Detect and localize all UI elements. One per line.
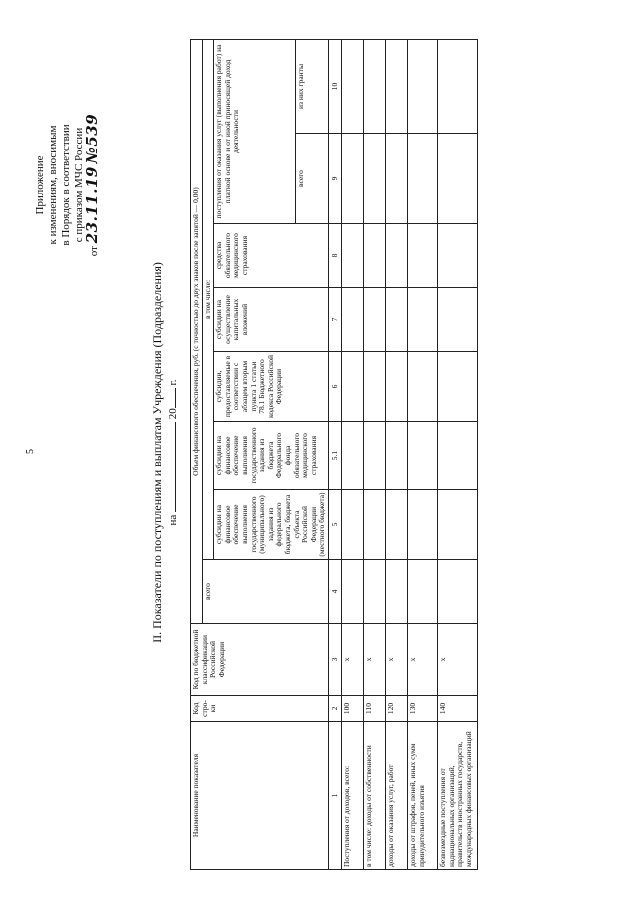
header-name: Наименование показателя (191, 722, 329, 870)
header-volume: Объем финансового обеспечения, руб. (с точностью до двух знаков после запятой — 0,00) (191, 40, 203, 624)
row-name: в том числе: доходы от собственности (363, 722, 385, 870)
header-col-5: субсидии на финансовое обеспечение выполнения государственного (муниципального) задания из федерального бюджета, бюджета субъекта Российской Федерации (местного бюджета) (214, 490, 329, 560)
header-col-5-1: субсидии на финансовое обеспечение выполнения государственного задания из бюджета Федерального фонда обязательного медицинского страхования (214, 422, 329, 490)
col-number: 3 (328, 624, 341, 696)
col-number: 4 (328, 560, 341, 624)
subtitle-suffix: г. (167, 379, 179, 386)
header-col-10: из них гранты (295, 40, 328, 134)
appendix-line-2: к изменениям, вносимым (47, 125, 59, 245)
header-including: в том числе: (202, 40, 214, 560)
header-col-9: всего (295, 134, 328, 224)
year-blank (166, 388, 176, 408)
appendix-line-5 (83, 50, 101, 320)
col-number: 5 (328, 490, 341, 560)
col-number: 6 (328, 352, 341, 422)
row-code: 100 (341, 696, 363, 722)
handwritten-date: 23.11.19 (83, 166, 101, 244)
table-row (341, 40, 363, 870)
row-budget-code: x (341, 624, 363, 696)
row-name: доходы от штрафов, пеней, иных сумм принудительного изъятия (407, 722, 437, 870)
appendix-block (34, 50, 101, 320)
header-col-9-group: поступления от оказания услуг (выполнения работ) на платной основе и от иной приносящей доход деятельности (214, 40, 296, 224)
rotated-sheet (20, 20, 620, 885)
col-number: 8 (328, 224, 341, 288)
page-number: 5 (25, 449, 36, 454)
header-code: Код стро-ки (191, 696, 329, 722)
section-title: II. Показатели по поступлениям и выплатам Учреждения (Подразделения) (150, 262, 164, 643)
subtitle-prefix: на (167, 514, 179, 526)
col-number: 7 (328, 288, 341, 352)
row-budget-code: x (407, 624, 437, 696)
appendix-line-3: в Порядок в соответствии (60, 124, 72, 246)
col-number: 9 (328, 134, 341, 224)
col-number: 10 (328, 40, 341, 134)
row-budget-code: x (385, 624, 407, 696)
header-col-7: субсидии на осуществление капитальных вложений (214, 288, 329, 352)
section-subtitle (166, 20, 179, 885)
col-number: 5.1 (328, 422, 341, 490)
subtitle-year: 20 (167, 408, 179, 420)
row-code: 110 (363, 696, 385, 722)
row-budget-code: x (363, 624, 385, 696)
appendix-date-prefix: от (88, 246, 100, 257)
table-row (363, 40, 385, 870)
table-row (407, 40, 437, 870)
indicators-table (190, 39, 478, 870)
col-number: 2 (328, 696, 341, 722)
col-number: 1 (328, 722, 341, 870)
handwritten-number: №539 (83, 113, 101, 164)
row-name: доходы от оказания услуг, работ (385, 722, 407, 870)
header-budget-code: Код по бюджетной классификации Российской Федерации (191, 624, 329, 696)
table-row (385, 40, 407, 870)
row-name: Поступления от доходов, всего: (341, 722, 363, 870)
column-numbers-row (328, 40, 341, 870)
row-code: 120 (385, 696, 407, 722)
row-code: 140 (437, 696, 477, 722)
table-row (437, 40, 477, 870)
date-blank (166, 422, 176, 512)
header-col-6: субсидии, предоставляемые в соответствии с абзацем вторым пункта 1 статьи 78.1 Бюджетного кодекса Российской Федерации (214, 352, 329, 422)
appendix-line-1: Приложение (34, 155, 46, 215)
row-budget-code: x (437, 624, 477, 696)
row-name: безвозмездные поступления от наднациональных организаций, правительств иностранных государств, международных финансовых организаций (437, 722, 477, 870)
header-col-8: средства обязательного медицинского страхования (214, 224, 329, 288)
header-total: всего (202, 560, 328, 624)
appendix-line-4: с приказом МЧС России (73, 127, 85, 243)
row-code: 130 (407, 696, 437, 722)
